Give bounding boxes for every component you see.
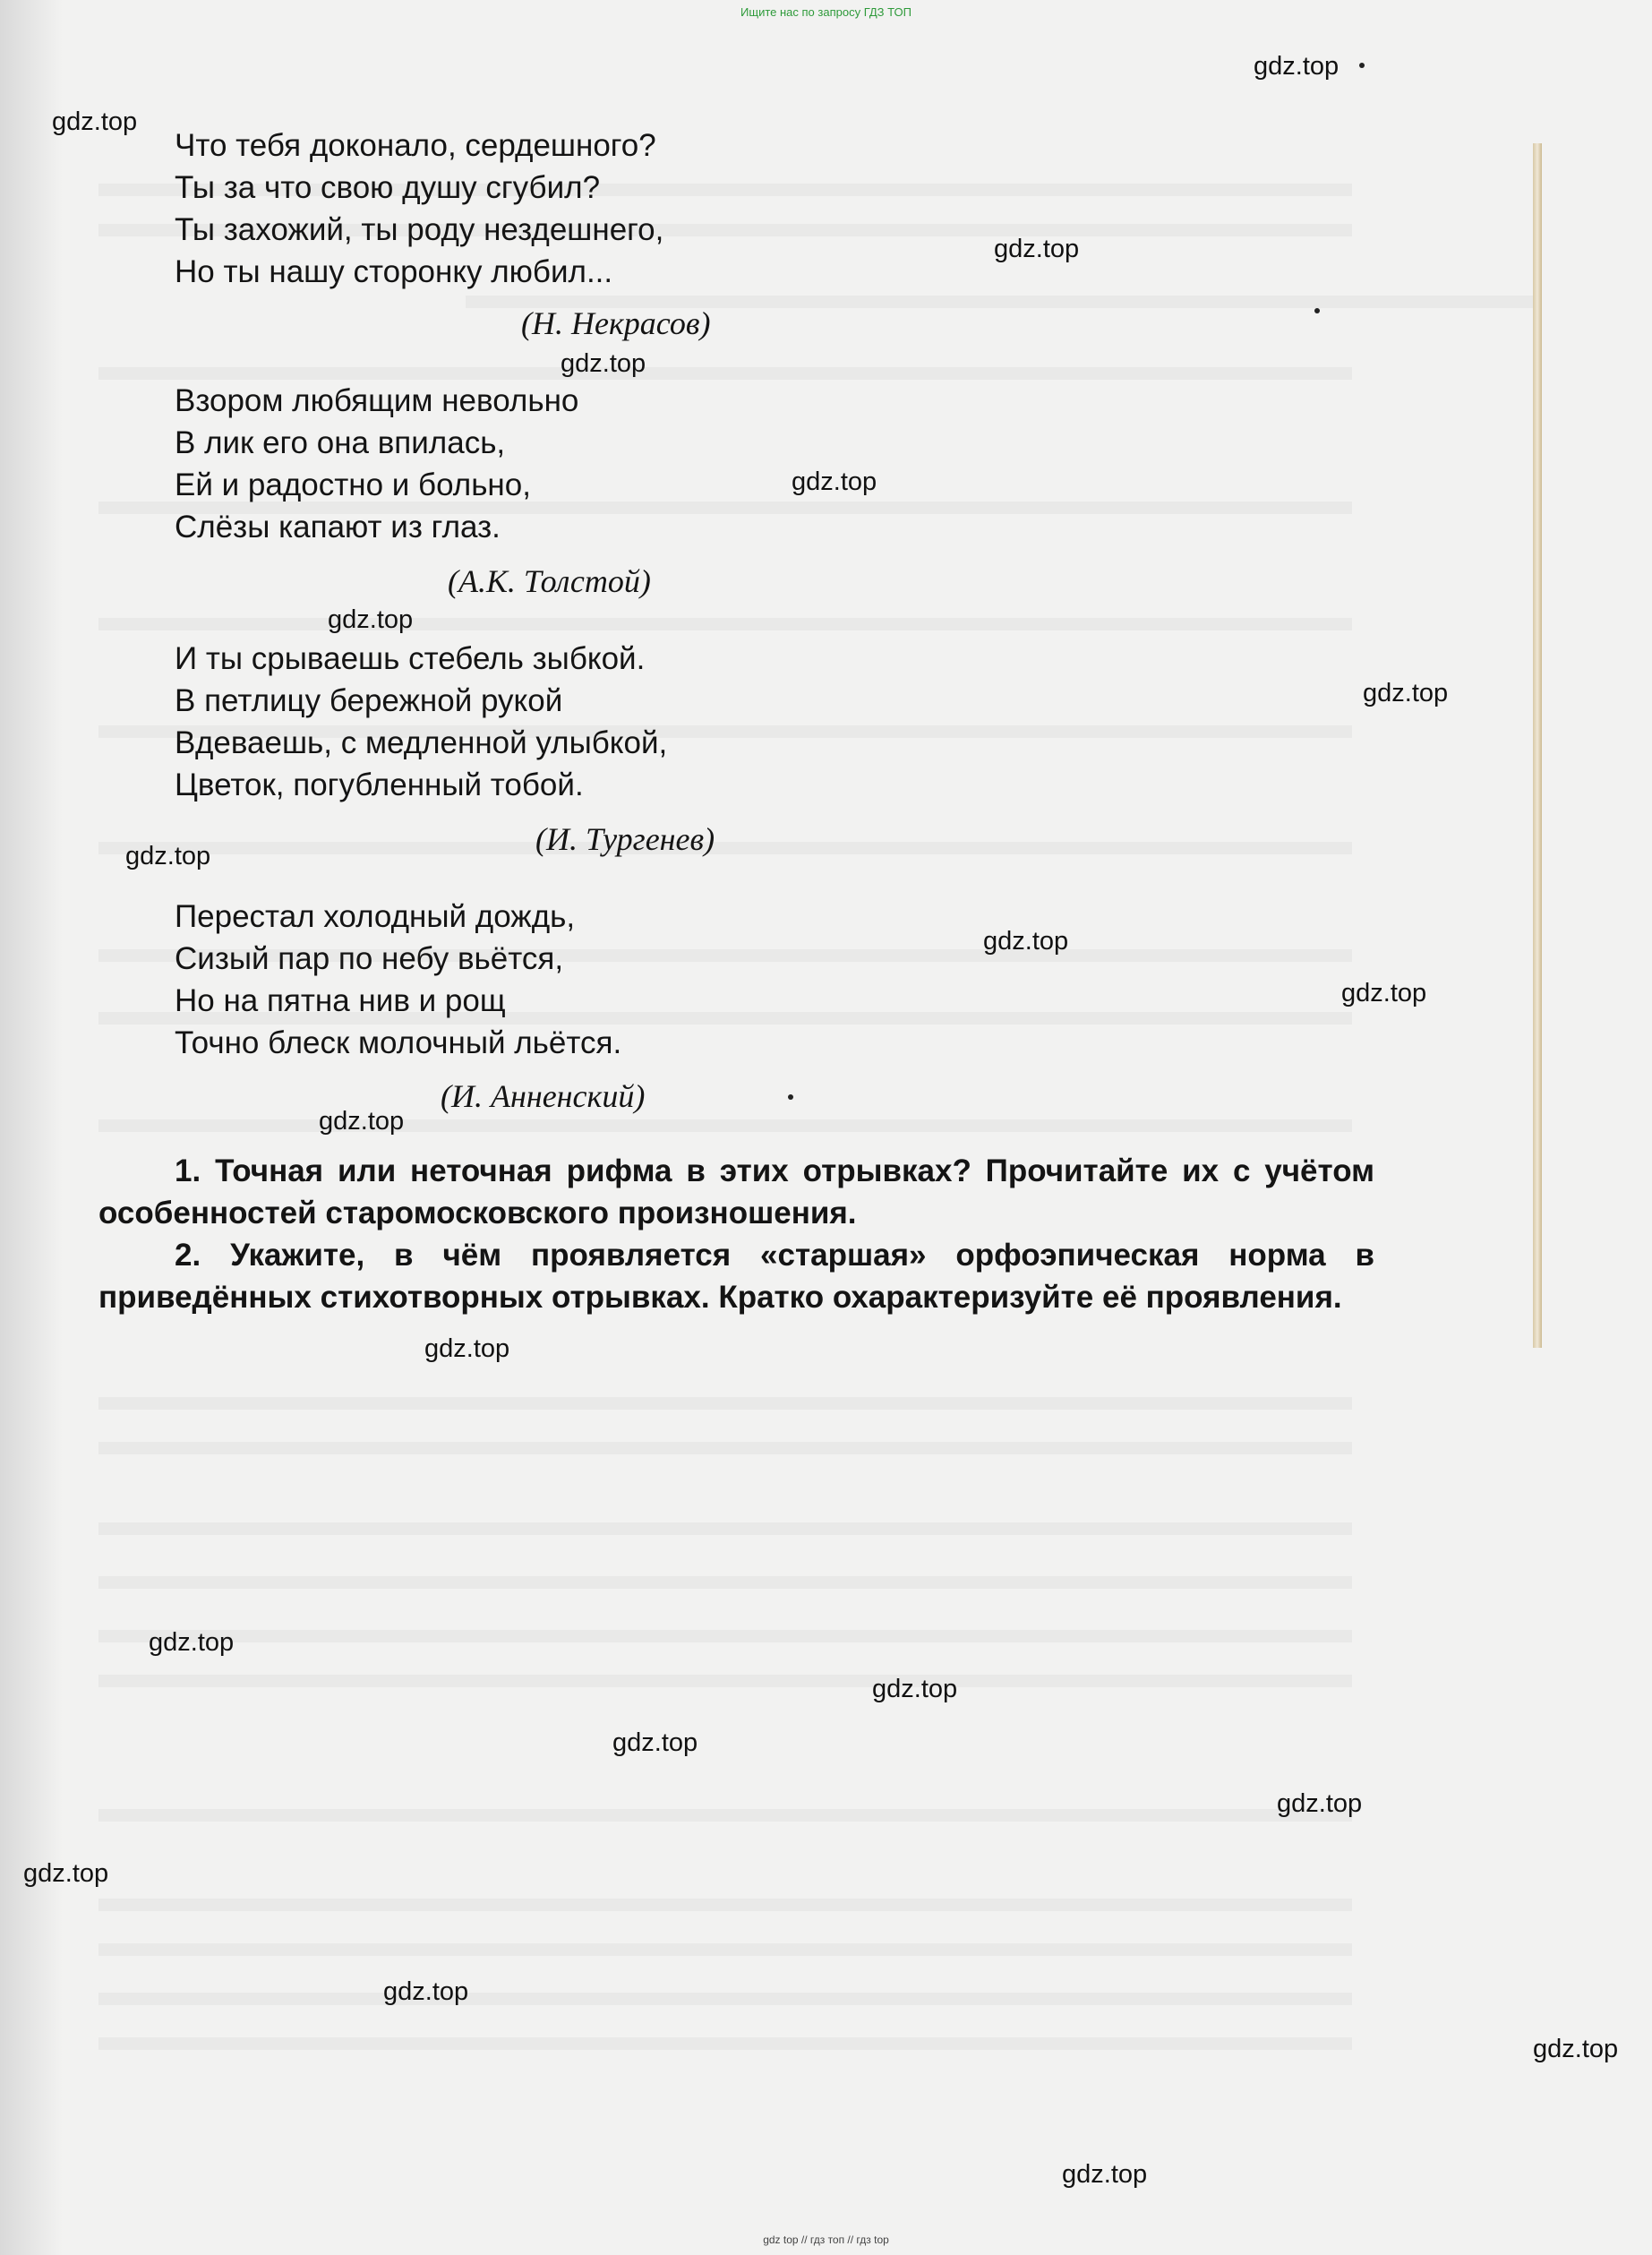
poem-line: Цветок, погубленный тобой. xyxy=(175,767,584,802)
watermark-text: gdz.top xyxy=(1062,2160,1148,2189)
poem-turgenev xyxy=(175,638,667,806)
task-2 xyxy=(98,1234,1374,1318)
poem-line: В петлицу бережной рукой xyxy=(175,683,563,718)
poem-line: Но ты нашу сторонку любил... xyxy=(175,254,613,289)
header-note: Ищите нас по запросу ГДЗ ТОП xyxy=(740,5,912,19)
task-number: 1. xyxy=(175,1153,201,1188)
bleed-through-line xyxy=(98,1576,1352,1589)
poem-line: И ты срываешь стебель зыбкой. xyxy=(175,641,646,676)
print-speck xyxy=(788,1094,793,1100)
watermark-text: gdz.top xyxy=(383,1977,469,2006)
watermark-text: gdz.top xyxy=(612,1728,698,1757)
bleed-through-line xyxy=(98,1943,1352,1956)
watermark-text: gdz.top xyxy=(319,1107,405,1136)
task-number: 2. xyxy=(175,1238,201,1273)
bleed-through-line xyxy=(98,1809,1352,1822)
watermark-text: gdz.top xyxy=(1363,679,1449,707)
footer-note: gdz top // гдз топ // гдз top xyxy=(763,2234,889,2246)
poem-tolstoy xyxy=(175,380,578,548)
watermark-text: gdz.top xyxy=(1254,52,1340,81)
bleed-through-line xyxy=(98,842,1352,854)
poem-line: Ты захожий, ты роду нездешнего, xyxy=(175,212,664,247)
watermark-text: gdz.top xyxy=(792,467,877,496)
bleed-through-line xyxy=(98,1442,1352,1454)
watermark-text: gdz.top xyxy=(328,605,414,634)
poem-line: Ты за что свою душу сгубил? xyxy=(175,170,601,205)
poem-line: В лик его она впилась, xyxy=(175,425,506,460)
watermark-text: gdz.top xyxy=(125,842,211,870)
bleed-through-line xyxy=(98,1675,1352,1687)
page-edge-shadow xyxy=(0,0,63,2255)
bleed-through-line xyxy=(98,1119,1352,1132)
poem-line: Что тебя доконало, сердешного? xyxy=(175,128,656,163)
print-speck xyxy=(1359,63,1365,68)
bleed-through-line xyxy=(98,1522,1352,1535)
watermark-text: gdz.top xyxy=(424,1334,510,1363)
poem-author: (А.К. Толстой) xyxy=(448,563,651,599)
poem-line: Взором любящим невольно xyxy=(175,383,579,418)
bleed-through-line xyxy=(98,1899,1352,1911)
watermark-text: gdz.top xyxy=(23,1859,109,1888)
poem-nekrasov xyxy=(175,124,663,293)
poem-line: Но на пятна нив и рощ xyxy=(175,983,506,1018)
decorative-margin-bar xyxy=(1533,143,1542,1348)
poem-author: (Н. Некрасов) xyxy=(521,305,711,341)
watermark-text: gdz.top xyxy=(52,107,138,136)
bleed-through-line xyxy=(98,367,1352,380)
task-text: Укажите, в чём проявляется «старшая» орфоэпическая норма в приведённых стихотворных отрывках. Кратко охарактеризуйте её проявления. xyxy=(98,1238,1374,1315)
bleed-through-line xyxy=(98,1397,1352,1410)
watermark-text: gdz.top xyxy=(1277,1789,1363,1818)
poem-line: Вдеваешь, с медленной улыбкой, xyxy=(175,725,668,760)
task-text: Точная или неточная рифма в этих отрывках? Прочитайте их с учётом особенностей старомосковского произношения. xyxy=(98,1153,1375,1230)
poem-line: Ей и радостно и больно, xyxy=(175,467,531,502)
watermark-text: gdz.top xyxy=(561,349,646,378)
poem-line: Точно блеск молочный льётся. xyxy=(175,1025,622,1060)
watermark-text: gdz.top xyxy=(1341,979,1427,1007)
watermark-text: gdz.top xyxy=(983,927,1069,956)
watermark-text: gdz.top xyxy=(994,235,1080,263)
print-speck xyxy=(1314,308,1320,313)
watermark-text: gdz.top xyxy=(872,1675,958,1703)
bleed-through-line xyxy=(98,618,1352,630)
poem-line: Сизый пар по небу вьётся, xyxy=(175,941,564,976)
watermark-text: gdz.top xyxy=(1533,2035,1619,2063)
bleed-through-line xyxy=(98,2037,1352,2050)
task-1 xyxy=(98,1150,1374,1234)
poem-author: (И. Тургенев) xyxy=(535,821,715,857)
bleed-through-line xyxy=(98,1630,1352,1642)
poem-line: Слёзы капают из глаз. xyxy=(175,510,501,544)
watermark-text: gdz.top xyxy=(149,1628,235,1657)
poem-author: (И. Анненский) xyxy=(441,1078,646,1114)
poem-line: Перестал холодный дождь, xyxy=(175,899,576,934)
poem-annensky xyxy=(175,896,621,1064)
bleed-through-line xyxy=(98,1993,1352,2005)
